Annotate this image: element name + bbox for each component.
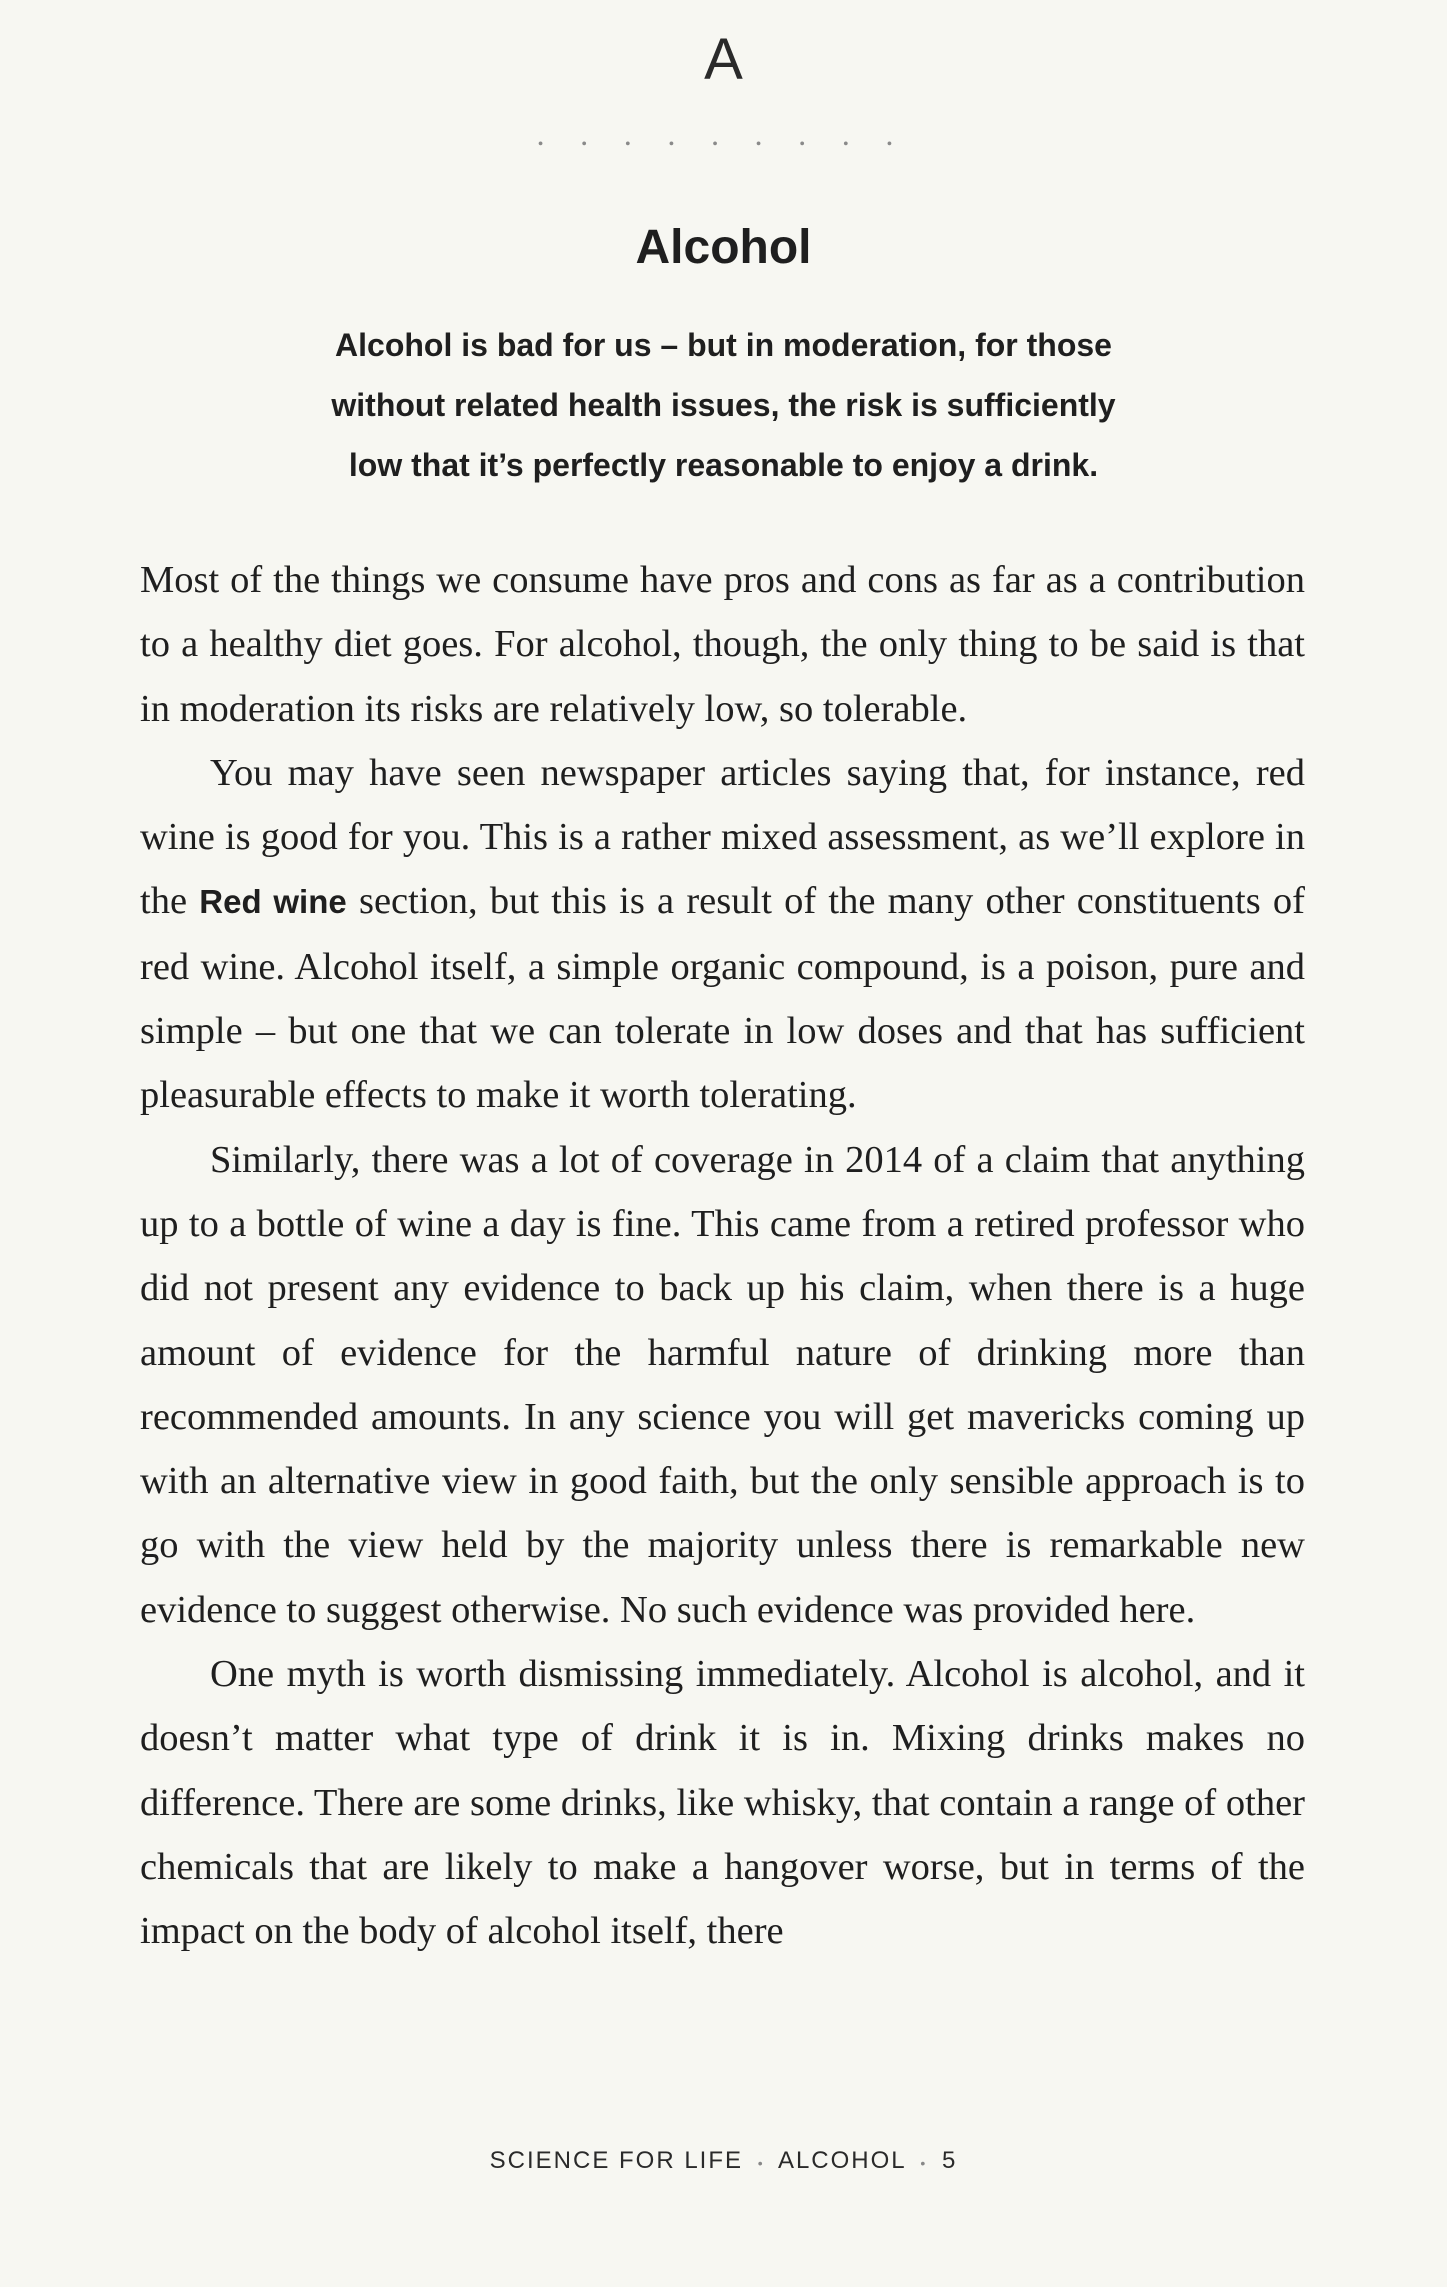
article-body (140, 548, 1305, 1964)
article-summary (240, 315, 1207, 495)
summary-line: low that it’s perfectly reasonable to enjoy a drink. (348, 447, 1099, 483)
footer-separator: • (920, 2155, 928, 2171)
footer-separator: • (757, 2155, 765, 2171)
article-title: Alcohol (635, 221, 812, 274)
paragraph: Similarly, there was a lot of coverage in 2014 of a claim that anything up to a bottle of wine a day is fine. This came from a retired professor who did not present any evidence to back up his claim, when there is a huge amount of evidence for the harmful nature of drinking more than recommended amounts. In any science you will get mavericks coming up with an alternative view in good faith, but the only sensible approach is to go with the view held by the majority unless there is remarkable new evidence to suggest otherwise. No such evidence was provided here. (140, 1138, 1305, 1631)
paragraph-text: section, but this is a result of the many other constituents of red wine. Alcohol itself, a simple organic compound, is a poison, pure and simple – but one that we can tolerate in low doses and that has sufficient pleasurable effects to make it worth tolerating. (140, 880, 1305, 1117)
footer-book-title: SCIENCE FOR LIFE (489, 2147, 744, 2174)
footer-section: ALCOHOL (777, 2147, 906, 2174)
paragraph-text: You may have seen newspaper articles saying that, for instance, red wine is good for you. This is a rather mixed assessment, as we’ll explore in the (140, 751, 1305, 923)
page-number: 5 (942, 2147, 958, 2174)
paragraph: Most of the things we consume have pros and cons as far as a contribution to a healthy diet goes. For alcohol, though, the only thing to be said is that in moderation its risks are relatively low, so tolerable. (140, 559, 1305, 730)
paragraph (140, 741, 1305, 1128)
section-letter: A (704, 27, 743, 92)
summary-line: without related health issues, the risk is sufficiently (331, 387, 1116, 423)
summary-line: Alcohol is bad for us – but in moderation, for those (335, 327, 1112, 363)
paragraph: One myth is worth dismissing immediately. Alcohol is alcohol, and it doesn’t matter what type of drink it is in. Mixing drinks makes no difference. There are some drinks, like whisky, that contain a range of other chemicals that are likely to make a hangover worse, but in terms of the impact on the body of alcohol itself, there (140, 1653, 1305, 1953)
page-footer (0, 2147, 1447, 2175)
cross-reference-red-wine: Red wine (199, 883, 347, 921)
ornament-divider: • • • • • • • • • (537, 136, 910, 153)
